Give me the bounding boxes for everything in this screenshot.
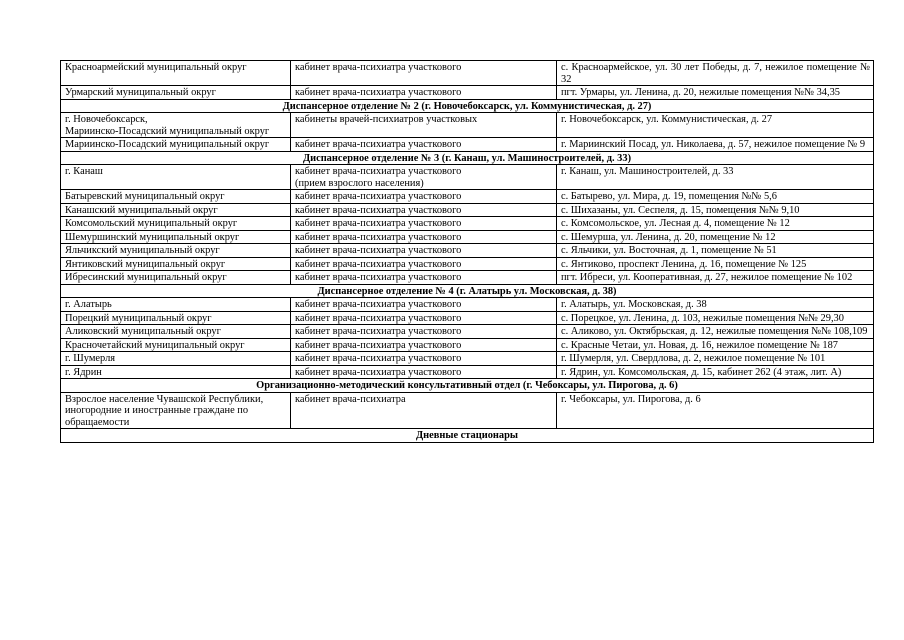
district-cell: г. Канаш [61, 165, 291, 190]
section-title: Диспансерное отделение № 2 (г. Новочебоксарск, ул. Коммунистическая, д. 27) [61, 99, 874, 113]
office-cell: кабинеты врачей-психиатров участковых [291, 113, 557, 138]
address-cell: с. Батырево, ул. Мира, д. 19, помещения №№ 5,6 [557, 190, 874, 204]
table-row [61, 392, 874, 429]
district-cell: Шемуршинский муниципальный округ [61, 230, 291, 244]
district-cell: Красноармейский муниципальный округ [61, 61, 291, 86]
office-cell: кабинет врача-психиатра участкового [291, 365, 557, 379]
address-cell: с. Порецкое, ул. Ленина, д. 103, нежилые помещения №№ 29,30 [557, 311, 874, 325]
office-cell: кабинет врача-психиатра участкового [291, 298, 557, 312]
address-cell: г. Канаш, ул. Машиностроителей, д. 33 [557, 165, 874, 190]
table-row [61, 244, 874, 258]
section-title: Организационно-методический консультативный отдел (г. Чебоксары, ул. Пирогова, д. 6) [61, 379, 874, 393]
address-cell: с. Шихазаны, ул. Сеспеля, д. 15, помещения №№ 9,10 [557, 203, 874, 217]
table-row [61, 311, 874, 325]
address-cell: с. Шемурша, ул. Ленина, д. 20, помещение № 12 [557, 230, 874, 244]
section-header-row [61, 99, 874, 113]
district-cell: Мариинско-Посадский муниципальный округ [61, 138, 291, 152]
address-cell: с. Красные Четаи, ул. Новая, д. 16, нежилое помещение № 187 [557, 338, 874, 352]
office-cell: кабинет врача-психиатра участкового [291, 138, 557, 152]
table-row [61, 352, 874, 366]
district-cell: Взрослое население Чувашской Республики, иногородние и иностранные граждане по обращаемости [61, 392, 291, 429]
office-cell: кабинет врача-психиатра участкового [291, 311, 557, 325]
district-cell: Порецкий муниципальный округ [61, 311, 291, 325]
district-cell: Комсомольский муниципальный округ [61, 217, 291, 231]
address-cell: г. Алатырь, ул. Московская, д. 38 [557, 298, 874, 312]
office-cell: кабинет врача-психиатра участкового [291, 338, 557, 352]
district-cell: Урмарский муниципальный округ [61, 86, 291, 100]
district-cell: г. Алатырь [61, 298, 291, 312]
office-cell: кабинет врача-психиатра участкового [291, 230, 557, 244]
office-cell: кабинет врача-психиатра участкового [291, 271, 557, 285]
address-cell: с. Яльчики, ул. Восточная, д. 1, помещение № 51 [557, 244, 874, 258]
table-row [61, 230, 874, 244]
table-row [61, 61, 874, 86]
office-cell: кабинет врача-психиатра участкового [291, 190, 557, 204]
address-cell: с. Комсомольское, ул. Лесная д. 4, помещение № 12 [557, 217, 874, 231]
table-row [61, 190, 874, 204]
district-cell: Красночетайский муниципальный округ [61, 338, 291, 352]
office-cell: кабинет врача-психиатра участкового [291, 86, 557, 100]
district-cell: г. Ядрин [61, 365, 291, 379]
district-cell: Канашский муниципальный округ [61, 203, 291, 217]
table-row [61, 138, 874, 152]
address-cell: с. Аликово, ул. Октябрьская, д. 12, нежилые помещения №№ 108,109 [557, 325, 874, 339]
office-cell: кабинет врача-психиатра участкового [291, 217, 557, 231]
table-row [61, 325, 874, 339]
section-header-row [61, 379, 874, 393]
section-header-row [61, 284, 874, 298]
office-cell: кабинет врача-психиатра участкового [291, 61, 557, 86]
district-cell: г. Шумерля [61, 352, 291, 366]
address-cell: г. Шумерля, ул. Свердлова, д. 2, нежилое помещение № 101 [557, 352, 874, 366]
address-cell: с. Красноармейское, ул. 30 лет Победы, д. 7, нежилое помещение № 32 [557, 61, 874, 86]
office-cell: кабинет врача-психиатра участкового [291, 325, 557, 339]
section-title: Диспансерное отделение № 3 (г. Канаш, ул. Машиностроителей, д. 33) [61, 151, 874, 165]
section-header-row [61, 429, 874, 443]
table-row [61, 203, 874, 217]
office-cell: кабинет врача-психиатра участкового [291, 257, 557, 271]
office-cell: кабинет врача-психиатра [291, 392, 557, 429]
table-row [61, 365, 874, 379]
address-cell: пгт. Урмары, ул. Ленина, д. 20, нежилые помещения №№ 34,35 [557, 86, 874, 100]
district-cell: Янтиковский муниципальный округ [61, 257, 291, 271]
district-cell: г. Новочебоксарск, Мариинско-Посадский муниципальный округ [61, 113, 291, 138]
address-cell: г. Мариинский Посад, ул. Николаева, д. 57, нежилое помещение № 9 [557, 138, 874, 152]
facilities-table [60, 60, 874, 443]
table-row [61, 298, 874, 312]
office-cell: кабинет врача-психиатра участкового (прием взрослого населения) [291, 165, 557, 190]
table-row [61, 217, 874, 231]
office-cell: кабинет врача-психиатра участкового [291, 352, 557, 366]
district-cell: Яльчикский муниципальный округ [61, 244, 291, 258]
address-cell: г. Новочебоксарск, ул. Коммунистическая, д. 27 [557, 113, 874, 138]
district-cell: Батыревский муниципальный округ [61, 190, 291, 204]
address-cell: г. Ядрин, ул. Комсомольская, д. 15, кабинет 262 (4 этаж, лит. А) [557, 365, 874, 379]
table-row [61, 271, 874, 285]
section-header-row [61, 151, 874, 165]
document-page [60, 60, 873, 443]
table-row [61, 257, 874, 271]
address-cell: с. Янтиково, проспект Ленина, д. 16, помещение № 125 [557, 257, 874, 271]
office-cell: кабинет врача-психиатра участкового [291, 244, 557, 258]
table-row [61, 113, 874, 138]
section-title: Дневные стационары [61, 429, 874, 443]
table-row [61, 165, 874, 190]
address-cell: пгт. Ибреси, ул. Кооперативная, д. 27, нежилое помещение № 102 [557, 271, 874, 285]
address-cell: г. Чебоксары, ул. Пирогова, д. 6 [557, 392, 874, 429]
table-row [61, 86, 874, 100]
district-cell: Аликовский муниципальный округ [61, 325, 291, 339]
section-title: Диспансерное отделение № 4 (г. Алатырь ул. Московская, д. 38) [61, 284, 874, 298]
district-cell: Ибресинский муниципальный округ [61, 271, 291, 285]
office-cell: кабинет врача-психиатра участкового [291, 203, 557, 217]
table-row [61, 338, 874, 352]
facilities-table-body [61, 61, 874, 443]
